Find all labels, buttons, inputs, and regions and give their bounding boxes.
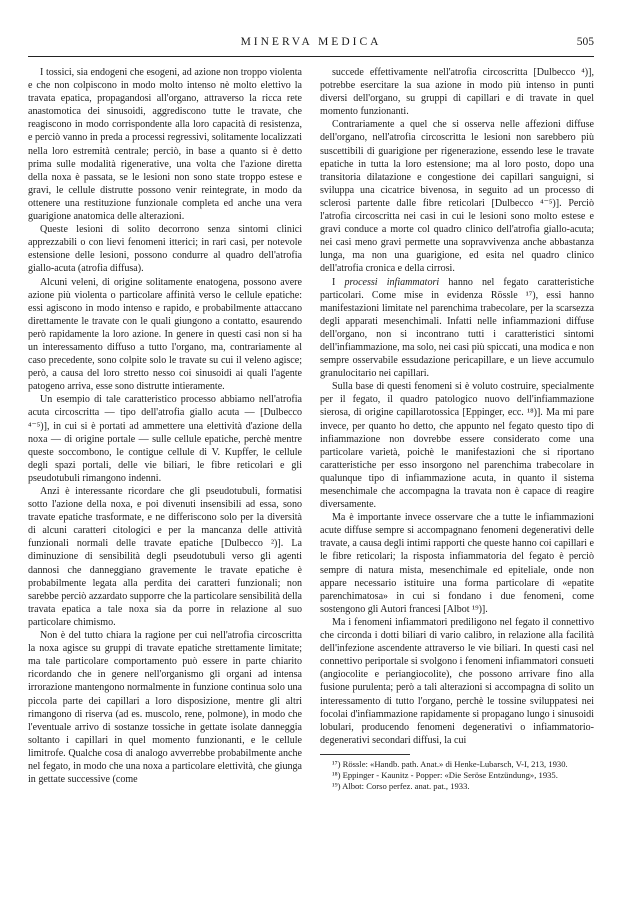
header-rule [28,56,594,57]
footnote: ¹⁹) Albot: Corso perfez. anat. pat., 1933. [332,781,470,792]
running-title: MINERVA MEDICA [240,36,382,48]
footnote: ¹⁸) Eppinger - Kaunitz - Popper: «Die Seröse Entzündung», 1935. [332,770,558,781]
paragraph: Ma è importante invece osservare che a tutte le infiammazioni acute diffuse sempre si accompagnano fenomeni degenerativi delle travate, a causa degli intimi rapporti che queste hanno coi capillari e le fibre reticolari; la risposta infiammatoria del fegato è perciò sempre di natura mista, mesenchimale ed epiteliale, onde non appare necessario istituire una forma particolare di «epatite parenchimatosa» in cui si fondano i due fenomeni, come sostengono gli Autori francesi [Albot ¹⁹)]. [320,512,594,615]
paragraph: Ma i fenomeni infiammatori prediligono nel fegato il connettivo che circonda i dotti biliari di vario calibro, in relazione alla facilità dell'infezione ascendente attraverso le vie biliari. In questi casi nel connettivo periportale si svolgono i fenomeni infiammatori consueti (angiocolite e periangiocolite), che possono arrivare fino alla fusione purulenta; però a tali alterazioni si accompagna di solito un interessamento di tutto l'organo, perchè le tossine sviluppatesi nei focolai d'infiammazione rapidamente si propagano lungo i sinusoidi lobulari, producendo fenomeni degenerativi o infiammatorio-degenerativi secondari diffusi, la cui [320,616,594,746]
emphasis: processi infiammatori [344,276,440,288]
paragraph-processi-infiammatori: I processi infiammatori hanno nel fegato caratteristiche particolari. Come mise in evidenza Rössle ¹⁷), essi hanno manifestazioni limitate nel parenchima trabecolare, per la scarsezza degli apparati mesenchimali. Infatti nelle infiammazioni diffuse dell'organo, non si incontrano tutti i caratteristici sintomi dell'infiammazione, ma solo, nei casi più spiccati, una modica e non sempre osservabile essudazione pericapillare, e un lieve accumulo granulocitario nei capillari. [320,276,594,380]
right-column [320,66,594,792]
paragraph: Un esempio di tale caratteristico processo abbiamo nell'atrofia acuta circoscritta — tipo dell'atrofia giallo acuta — [Dulbecco ⁴⁻⁵)], in cui si è portati ad ammettere una elettività d'azione della noxa — di origine portale — sulle cellule epatiche, perchè mentre queste soccombono, le contigue cellule di V. Kupffer, le cellule degli spazi portali, delle vie biliari, le fibre reticolari e gli pseudotubuli rimangono indenni. [28,394,302,484]
paragraph: succede effettivamente nell'atrofia circoscritta [Dulbecco ⁴)], potrebbe esercitare la sua azione in modo più intenso in punti diversi dell'organo, su gruppi di capillari e di travate in quel momento funzionanti. [320,67,594,118]
paragraph: Contrariamente a quel che si osserva nelle affezioni diffuse dell'organo, nell'atrofia circoscritta le lesioni non sarebbero più suscettibili di guarigione per rigenerazione, essendo lese le travate epatiche in tutta la loro estensione; ma al loro posto, dopo una transitoria dilatazione e congestione dei capillari sanguigni, si sviluppa una cicatrice bivenosa, in seguito ad un processo di sclerosi partente dalle fibre reticolari [Dulbecco ⁴⁻⁵)]. Perciò l'atrofia circoscritta nei casi in cui le lesioni sono molto estese e gravi conduce a morte col quadro clinico dell'atrofia giallo-acuta; nei casi meno gravi permette una sopravvivenza anche abbastanza lunga, ma non una guarigione, ed esita nel quadro clinico dell'atrofia cronica e della cirrosi. [320,119,594,275]
page-number: 505 [576,36,594,48]
left-column [28,66,302,786]
paragraph: I tossici, sia endogeni che esogeni, ad azione non troppo violenta e che non colpiscono in modo molto intenso nè molto elettivo la travata epatica, propagandosi all'organo, attraverso la ricca rete anastomotica dei sinusoidi, aggrediscono tutte le travate, che reagiscono in modo corrispondente alla loro capacità di resistenza, e perciò vanno in preda a processi regressivi, solitamente localizzati nella loro estremità centrale; perciò, in base a quanto si è detto prima sulle modalità rigenerative, una volta che l'azione diretta della noxa è passata, se le lesioni non sono state troppo estese e gravi, le cellule distrutte possono venir reintegrate, in modo da ottenere una restituzione funzionale completa ed anche una vera guarigione anatomica delle alterazioni. [28,67,302,223]
paragraph: Sulla base di questi fenomeni si è voluto costruire, specialmente per il fegato, il quadro patologico nuovo dell'infiammazione sierosa, di origine capillarotossica [Eppinger, ecc. ¹⁸)]. Ma mi pare invece, per quanto ho detto, che appunto nel fegato questo tipo di infiammazione non dovrebbe essere considerato come una particolare varietà, poichè le manifestazioni che si riportano caratteristiche per esso insorgono nel parenchima trabecolare in qualunque tipo di infiammazione acuta, in quanto il sistema mesenchimale che accompagna la travata non è capace di reagire diversamente. [320,381,594,511]
footnote: ¹⁷) Rössle: «Handb. path. Anat.» di Henke-Lubarsch, V-I, 213, 1930. [332,758,568,769]
paragraph: Queste lesioni di solito decorrono senza sintomi clinici apprezzabili o con lievi fenomeni itterici; in rari casi, per notevole estensione delle lesioni, possono condurre al quadro dell'atrofia giallo-acuta (atrofia diffusa). [28,224,302,275]
page-header [28,36,594,52]
paragraph: Non è del tutto chiara la ragione per cui nell'atrofia circoscritta la noxa agisce su gruppi di travate epatiche strettamente limitate; ma tale particolare comportamento può essere in parte chiarito ricordando che in genere nell'organismo gli organi ad intensa irrorazione mantengono normalmente in funzione continua solo una piccola parte dei capillari a loro disposizione, mentre gli altri rimangono di riserva (ad es. muscolo, rene, polmone), in modo che l'eventuale arrivo di sostanze tossiche in gettate isolate danneggia soltanto i capillari in quel momento funzionanti, e le cellule limitrofe. Qualche cosa di analogo avverrebbe probabilmente anche nel fegato, in modo che una noxa a particolare elettività, che giunga in gettate successive (come [28,630,302,786]
paragraph: Anzi è interessante ricordare che gli pseudotubuli, formatisi sotto l'azione della noxa, e poi divenuti insensibili ad essa, sono travate epatiche trasformate, e ne differiscono solo per la diversità di alcuni caratteri citologici e per la mancanza delle attività funzionali normali delle travate epatiche [Dulbecco ²)]. La diminuzione di sensibilità degli pseudotubuli verso gli agenti dannosi che danneggiano gravemente le travate epatiche è probabilmente legata alla perdita dei caratteri funzionali; non sarebbe perciò azzardato supporre che la particolare sensibilità della travata epatica a tale noxa sia da porre in relazione al suo particolare chimismo. [28,486,302,628]
paragraph: Alcuni veleni, di origine solitamente enatogena, possono avere azione più violenta o particolare affinità verso le cellule epatiche: essi agiscono in modo intenso e rapido, e probabilmente attaccano direttamente le travate con le quali giungono a contatto, esaurendo però rapidamente la loro azione. In genere in questi casi non si ha un interessamento diffuso a tutto l'organo, ma, contrariamente al caso precedente, sono colpite solo le travate su cui il veleno agisce; però, a causa del loro stretto nesso coi sinusoidi ai quali l'agente patogeno arriva, esse sono distrutte intieramente. [28,276,302,393]
footnote-rule [320,754,410,755]
